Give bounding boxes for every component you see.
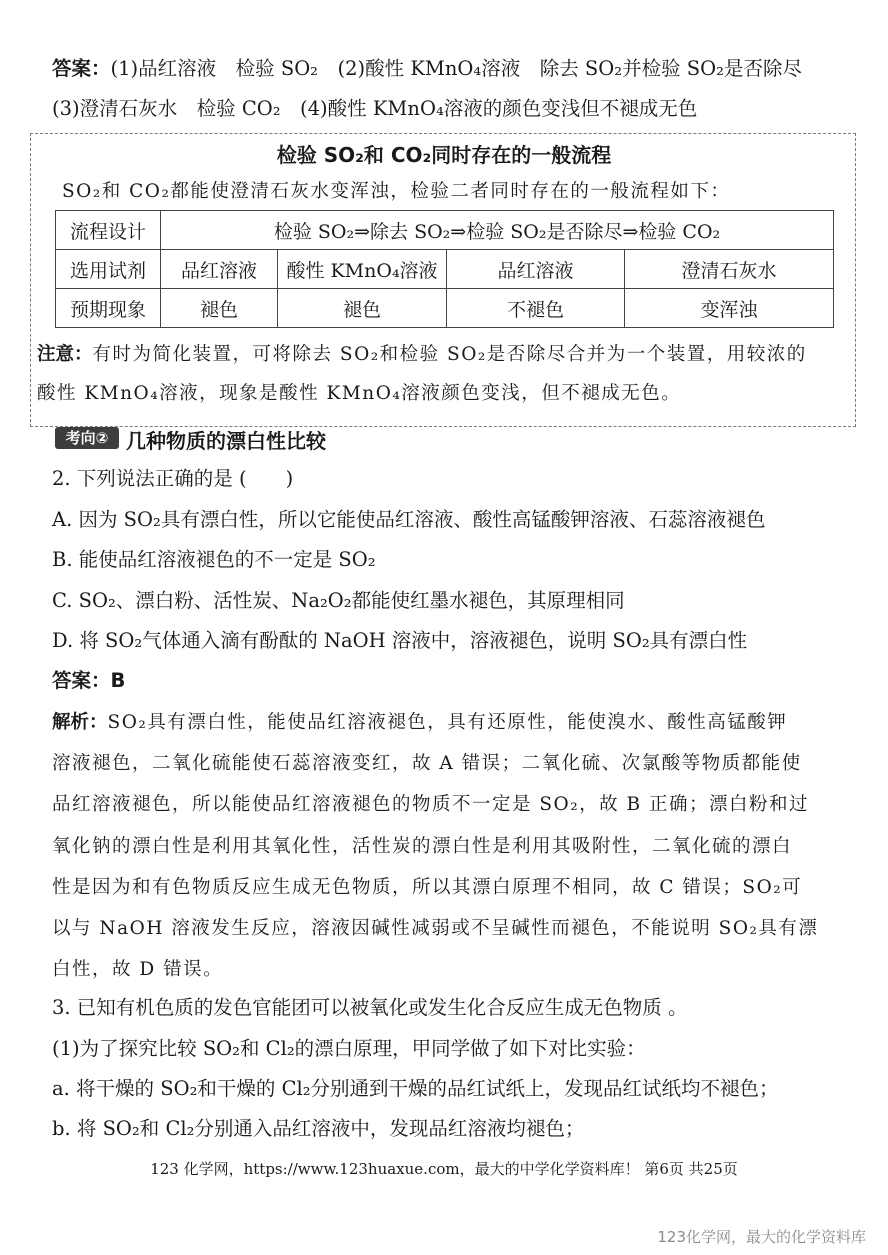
section-title: 几种物质的漂白性比较 xyxy=(126,429,326,453)
table-cell: 检验 SO₂⇒除去 SO₂⇒检验 SO₂是否除尽⇒检验 CO₂ xyxy=(161,211,834,250)
q2-option-a: A. 因为 SO₂具有漂白性，所以它能使品红溶液、酸性高锰酸钾溶液、石蕊溶液褪色 xyxy=(52,508,766,531)
table-cell: 酸性 KMnO₄溶液 xyxy=(278,250,447,289)
page-footer: 123 化学网，https://www.123huaxue.com，最大的中学化学资料库！ 第6页 共25页 xyxy=(150,1160,738,1178)
table-cell: 预期现象 xyxy=(56,289,161,328)
q2-analysis-line: 性是因为和有色物质反应生成无色物质，所以其漂白原理不相同，故 C 错误；SO₂可 xyxy=(52,877,803,898)
flow-table xyxy=(55,210,834,328)
q3-part-1: (1)为了探究比较 SO₂和 Cl₂的漂白原理，甲同学做了如下对比实验： xyxy=(52,1037,646,1060)
answer-1-line-1 xyxy=(52,56,802,82)
tip-box-intro: SO₂和 CO₂都能使澄清石灰水变浑浊，检验二者同时存在的一般流程如下： xyxy=(62,181,731,202)
answer-1-text-1: (1)品红溶液 检验 SO₂ (2)酸性 KMnO₄溶液 除去 SO₂并检验 SO₂是否除尽 xyxy=(110,57,802,80)
table-row xyxy=(56,289,834,328)
tip-note-line-2: 酸性 KMnO₄溶液，现象是酸性 KMnO₄溶液颜色变浅，但不褪成无色。 xyxy=(37,383,682,404)
q2-option-d: D. 将 SO₂气体通入滴有酚酞的 NaOH 溶液中，溶液褪色，说明 SO₂具有漂白性 xyxy=(52,629,748,652)
section-tag: 考向② xyxy=(55,427,119,449)
analysis-text: SO₂具有漂白性，能使品红溶液褪色，具有还原性，能使溴水、酸性高锰酸钾 xyxy=(107,712,788,733)
q3-step-b: b. 将 SO₂和 Cl₂分别通入品红溶液中，发现品红溶液均褪色； xyxy=(52,1117,585,1140)
q2-analysis-line: 品红溶液褪色，所以能使品红溶液褪色的物质不一定是 SO₂，故 B 正确；漂白粉和过 xyxy=(52,794,809,815)
note-label: 注意： xyxy=(37,344,93,365)
watermark: 123化学网，最大的化学资料库 xyxy=(657,1228,866,1246)
note-text-1: 有时为简化装置，可将除去 SO₂和检验 SO₂是否除尽合并为一个装置，用较浓的 xyxy=(92,344,807,365)
q2-option-c: C. SO₂、漂白粉、活性炭、Na₂O₂都能使红墨水褪色，其原理相同 xyxy=(52,589,625,612)
table-cell: 澄清石灰水 xyxy=(625,250,834,289)
analysis-label: 解析： xyxy=(52,712,108,733)
tip-box-title: 检验 SO₂和 CO₂同时存在的一般流程 xyxy=(276,143,612,167)
q2-analysis-line: 以与 NaOH 溶液发生反应，溶液因碱性减弱或不呈碱性而褪色，不能说明 SO₂具有漂 xyxy=(52,918,819,939)
table-cell: 不褪色 xyxy=(447,289,625,328)
q3-stem: 3. 已知有机色质的发色官能团可以被氧化或发生化合反应生成无色物质 。 xyxy=(52,996,688,1019)
answer-1-line-2: (3)澄清石灰水 检验 CO₂ (4)酸性 KMnO₄溶液的颜色变浅但不褪成无色 xyxy=(52,97,698,120)
table-cell: 品红溶液 xyxy=(161,250,278,289)
q3-step-a: a. 将干燥的 SO₂和干燥的 Cl₂分别通到干燥的品红试纸上，发现品红试纸均不褪色； xyxy=(52,1077,779,1100)
table-cell: 变浑浊 xyxy=(625,289,834,328)
table-cell: 流程设计 xyxy=(56,211,161,250)
table-row xyxy=(56,211,834,250)
q2-analysis-line: 氧化钠的漂白性是利用其氧化性，活性炭的漂白性是利用其吸附性，二氧化硫的漂白 xyxy=(52,836,793,857)
table-cell: 褪色 xyxy=(161,289,278,328)
table-row xyxy=(56,250,834,289)
q2-option-b: B. 能使品红溶液褪色的不一定是 SO₂ xyxy=(52,548,376,571)
q2-analysis-line xyxy=(52,710,787,736)
q2-analysis-line: 溶液褪色，二氧化硫能使石蕊溶液变红，故 A 错误；二氧化硫、次氯酸等物质都能使 xyxy=(52,753,802,774)
q2-analysis-line: 白性，故 D 错误。 xyxy=(52,959,224,980)
table-cell: 品红溶液 xyxy=(447,250,625,289)
answer-label: 答案： xyxy=(52,57,111,80)
tip-note-line-1 xyxy=(37,342,807,368)
q2-stem: 2. 下列说法正确的是 ( ) xyxy=(52,467,294,490)
table-cell: 褪色 xyxy=(278,289,447,328)
q2-answer: 答案：B xyxy=(52,669,126,692)
table-cell: 选用试剂 xyxy=(56,250,161,289)
